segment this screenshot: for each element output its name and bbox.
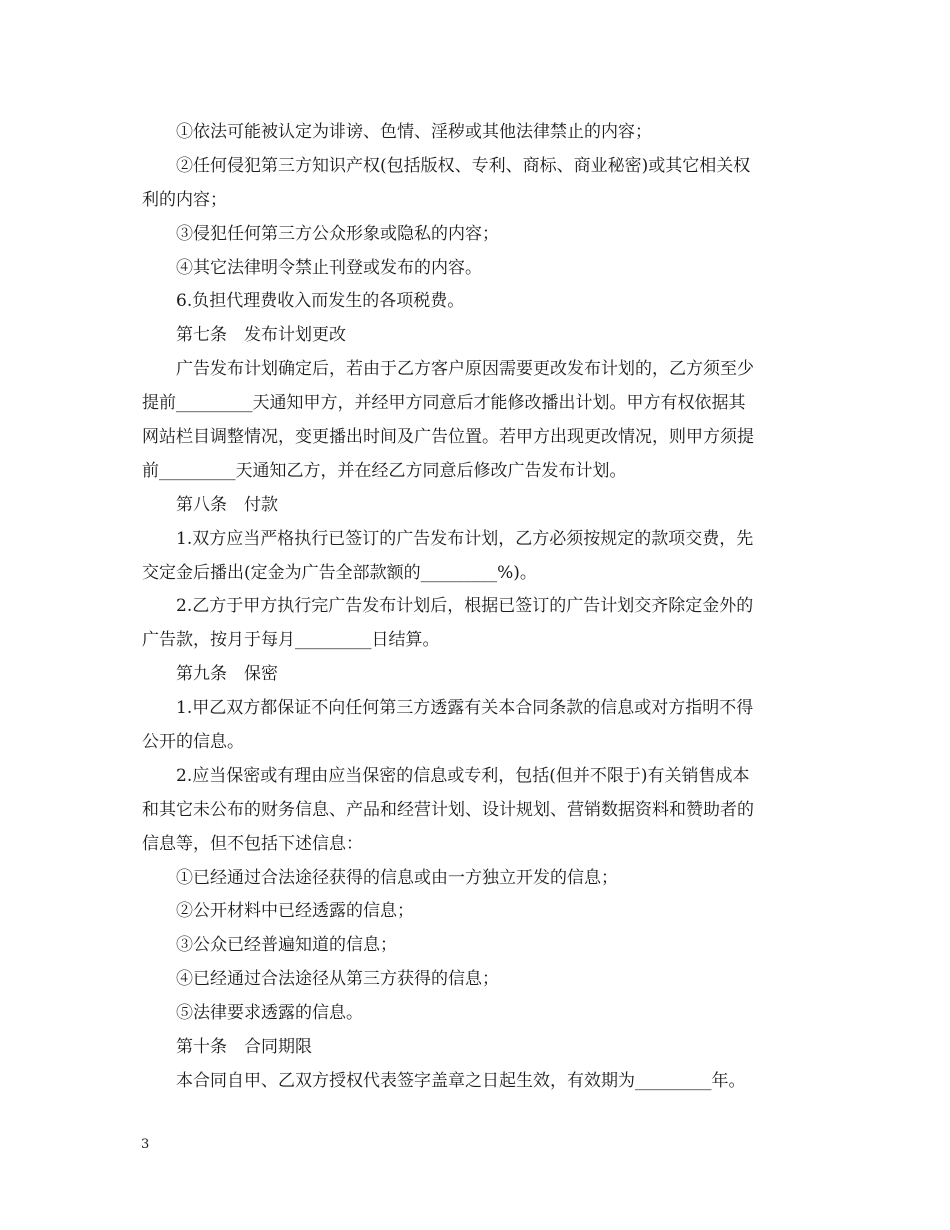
text-line: ①依法可能被认定为诽谤、色情、淫秽或其他法律禁止的内容； — [176, 122, 652, 142]
text-line: 1.甲乙双方都保证不向任何第三方透露有关本合同条款的信息或对方指明不得 — [176, 698, 754, 719]
text-line: ④已经通过合法途径从第三方获得的信息； — [176, 969, 499, 990]
text-line: 和其它未公布的财务信息、产品和经营计划、设计规划、营销数据资料和赞助者的 — [142, 799, 754, 820]
text-line: 第九条 保密 — [176, 664, 278, 685]
text-line: 公开的信息。 — [142, 732, 244, 753]
text-line: 提前_________天通知甲方，并经甲方同意后才能修改播出计划。甲方有权依据其 — [142, 393, 746, 414]
text-line: ③公众已经普遍知道的信息； — [176, 935, 397, 956]
text-line: ④其它法律明令禁止刊登或发布的内容。 — [176, 257, 482, 278]
text-line: 交定金后播出(定金为广告全部款额的_________%)。 — [142, 562, 537, 583]
text-line: 1.双方应当严格执行已签订的广告发布计划，乙方必须按规定的款项交费，先 — [176, 528, 754, 549]
text-line: ②公开材料中已经透露的信息； — [176, 901, 414, 922]
text-line: 广告发布计划确定后，若由于乙方客户原因需要更改发布计划的，乙方须至少 — [176, 359, 754, 380]
text-line: 网站栏目调整情况，变更播出时间及广告位置。若甲方出现更改情况，则甲方须提 — [142, 427, 754, 448]
page-number: 3 — [141, 1137, 150, 1152]
text-line: 前_________天通知乙方，并在经乙方同意后修改广告发布计划。 — [142, 460, 627, 481]
document-body — [142, 116, 812, 1099]
text-line: ①已经通过合法途径获得的信息或由一方独立开发的信息； — [176, 867, 618, 888]
text-line: 第十条 合同期限 — [176, 1037, 312, 1058]
text-line: 信息等，但不包括下述信息： — [142, 833, 363, 854]
text-line: ⑤法律要求透露的信息。 — [176, 1003, 363, 1024]
text-line: 6.负担代理费收入而发生的各项税费。 — [176, 291, 465, 312]
text-line: 2.乙方于甲方执行完广告发布计划后，根据已签订的广告计划交齐除定金外的 — [176, 596, 754, 617]
text-line: 利的内容； — [142, 189, 227, 210]
text-line: 第八条 付款 — [176, 494, 278, 515]
text-line: 2.应当保密或有理由应当保密的信息或专利，包括(但并不限于)有关销售成本 — [176, 765, 750, 786]
text-line: ③侵犯任何第三方公众形象或隐私的内容； — [176, 223, 499, 244]
text-line: ②任何侵犯第三方知识产权(包括版权、专利、商标、商业秘密)或其它相关权 — [176, 155, 751, 176]
text-line: 第七条 发布计划更改 — [176, 325, 346, 346]
text-line: 本合同自甲、乙双方授权代表签字盖章之日起生效，有效期为_________年。 — [176, 1070, 746, 1091]
text-line: 广告款，按月于每月_________日结算。 — [142, 630, 440, 651]
